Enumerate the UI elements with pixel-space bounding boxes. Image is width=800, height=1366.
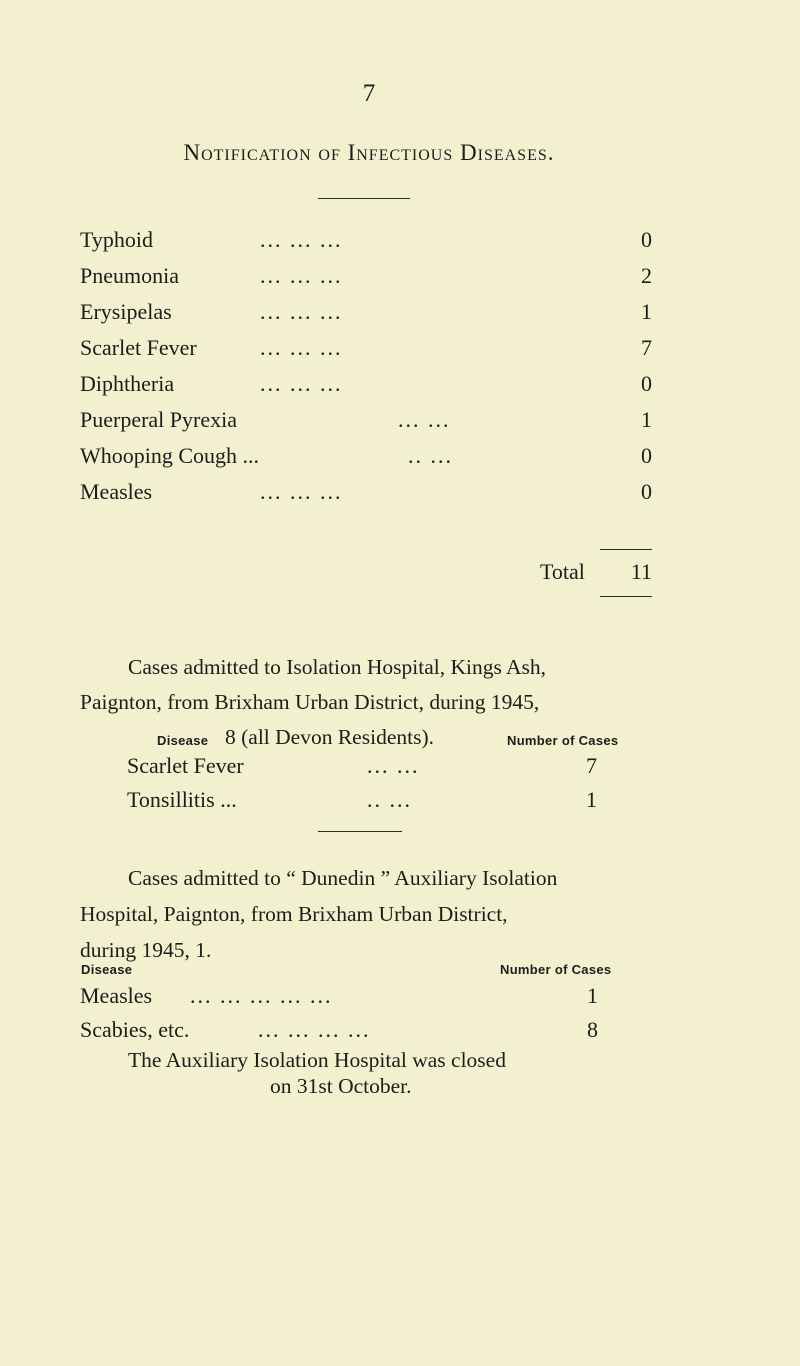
table-row: [127, 750, 597, 782]
table-row: [80, 224, 660, 256]
case-count: 7: [586, 753, 597, 778]
disease-name: Scarlet Fever: [80, 335, 197, 360]
disease-name: Puerperal Pyrexia: [80, 407, 237, 432]
total-value: 11: [630, 559, 652, 584]
leader-dots: ... ... ...: [260, 335, 343, 360]
disease-name: Measles: [80, 983, 153, 1008]
leader-dots: ... ... ...: [260, 479, 343, 504]
heading-line: Cases admitted to Isolation Hospital, Kings Ash,: [128, 655, 547, 679]
disease-name: Tonsillitis ...: [127, 787, 237, 812]
heading-line: Hospital, Paignton, from Brixham Urban District,: [80, 902, 508, 926]
case-count: 7: [641, 335, 652, 360]
heading-line: Paignton, from Brixham Urban District, during 1945,: [80, 690, 540, 714]
table-row: [80, 980, 600, 1012]
case-count: 0: [641, 443, 652, 468]
table-row: [80, 404, 660, 436]
leader-dots: ... ... ...: [260, 371, 343, 396]
column-header-disease: Disease: [81, 962, 133, 977]
leader-dots: ... ... ...: [260, 227, 343, 252]
disease-name: Measles: [80, 479, 153, 504]
case-count: 2: [641, 263, 652, 288]
kings-ash-table: [127, 750, 597, 822]
column-header-disease: Disease: [157, 733, 209, 748]
table-row: [80, 332, 660, 364]
page-number: 7: [362, 80, 376, 107]
leader-dots: .. ...: [408, 443, 453, 468]
column-header-cases: Number of Cases: [500, 962, 612, 977]
leader-dots: ... ... ... ...: [258, 1017, 371, 1042]
disease-name: Erysipelas: [80, 299, 172, 324]
table-row: [80, 1014, 600, 1046]
leader-dots: .. ...: [367, 787, 412, 812]
heading-line: during 1945, 1.: [80, 938, 212, 962]
case-count: 1: [587, 983, 598, 1008]
leader-dots: ... ... ... ... ...: [190, 983, 333, 1008]
closing-line: on 31st October.: [270, 1074, 412, 1098]
total-label: Total: [540, 559, 585, 584]
section-divider: [318, 831, 402, 832]
total-rule-top: [600, 549, 652, 550]
case-count: 1: [641, 299, 652, 324]
table-row: [80, 368, 660, 400]
page-title: Notification of Infectious Diseases.: [183, 140, 555, 165]
leader-dots: ... ...: [367, 753, 420, 778]
disease-name: Scabies, etc.: [80, 1017, 190, 1042]
table-row: [80, 296, 660, 328]
leader-dots: ... ... ...: [260, 263, 343, 288]
leader-dots: ... ... ...: [260, 299, 343, 324]
disease-name: Typhoid: [80, 227, 154, 252]
closing-line: The Auxiliary Isolation Hospital was closed: [128, 1048, 506, 1072]
case-count: 1: [586, 787, 597, 812]
case-count: 0: [641, 371, 652, 396]
total-rule-bottom: [600, 596, 652, 597]
column-header-cases: Number of Cases: [507, 733, 619, 748]
leader-dots: ... ...: [398, 407, 451, 432]
disease-name: Diphtheria: [80, 371, 175, 396]
notifications-table: [80, 224, 660, 524]
case-count: 1: [641, 407, 652, 432]
table-row: [80, 476, 660, 508]
table-row: [80, 440, 660, 472]
total-row: [540, 556, 660, 588]
case-count: 8: [587, 1017, 598, 1042]
disease-name: Whooping Cough ...: [80, 443, 260, 468]
disease-name: Scarlet Fever: [127, 753, 244, 778]
dunedin-table: [80, 980, 600, 1052]
case-count: 0: [641, 227, 652, 252]
heading-line: Cases admitted to “ Dunedin ” Auxiliary Isolation: [128, 866, 558, 890]
title-divider: [318, 198, 410, 199]
case-count: 0: [641, 479, 652, 504]
heading-line: 8 (all Devon Residents).: [225, 725, 434, 749]
table-row: [127, 784, 597, 816]
disease-name: Pneumonia: [80, 263, 179, 288]
table-row: [80, 260, 660, 292]
